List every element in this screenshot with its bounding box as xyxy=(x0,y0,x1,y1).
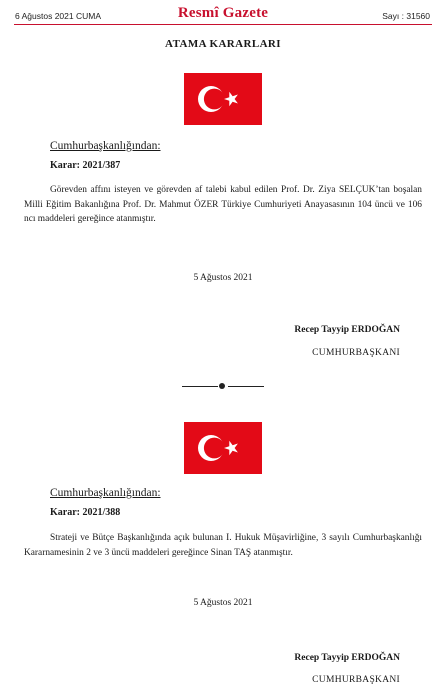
turkish-flag-icon xyxy=(184,73,262,125)
issuer-heading: Cumhurbaşkanlığından: xyxy=(50,140,161,152)
signer-name: Recep Tayyip ERDOĞAN xyxy=(294,653,400,663)
decision-body: Strateji ve Bütçe Başkanlığında açık bulunan I. Hukuk Müşavirliğine, 3 sayılı Cumhurbaşkanlığı Kararnamesinin 2 ve 3 üncü maddeleri gereğince Sinan TAŞ atanmıştır. xyxy=(24,533,422,558)
signer-name: Recep Tayyip ERDOĞAN xyxy=(294,325,400,335)
gazette-title: Resmî Gazete xyxy=(177,5,269,21)
masthead xyxy=(0,0,446,24)
decision-number: Karar: 2021/387 xyxy=(50,160,121,171)
issuer-heading: Cumhurbaşkanlığından: xyxy=(50,487,161,499)
signer-title: CUMHURBAŞKANI xyxy=(312,348,400,358)
decision-date: 5 Ağustos 2021 xyxy=(193,598,253,608)
issue-number: Sayı : 31560 xyxy=(382,11,430,21)
decision-date: 5 Ağustos 2021 xyxy=(193,273,253,283)
section-title: ATAMA KARARLARI xyxy=(165,38,281,50)
turkish-flag-icon xyxy=(184,422,262,474)
decision-body: Görevden affını isteyen ve görevden af talebi kabul edilen Prof. Dr. Ziya SELÇUK’tan boşalan Milli Eğitim Bakanlığına Prof. Dr. Mahmut ÖZER Türkiye Cumhuriyeti Anayasasının 104 üncü ve 106 ncı maddeleri gereğince atanmıştır. xyxy=(24,185,422,224)
issue-date: 6 Ağustos 2021 CUMA xyxy=(15,11,101,21)
masthead-rule xyxy=(14,24,432,25)
section-divider xyxy=(0,380,446,392)
signer-title: CUMHURBAŞKANI xyxy=(312,675,400,685)
decision-number: Karar: 2021/388 xyxy=(50,507,121,518)
